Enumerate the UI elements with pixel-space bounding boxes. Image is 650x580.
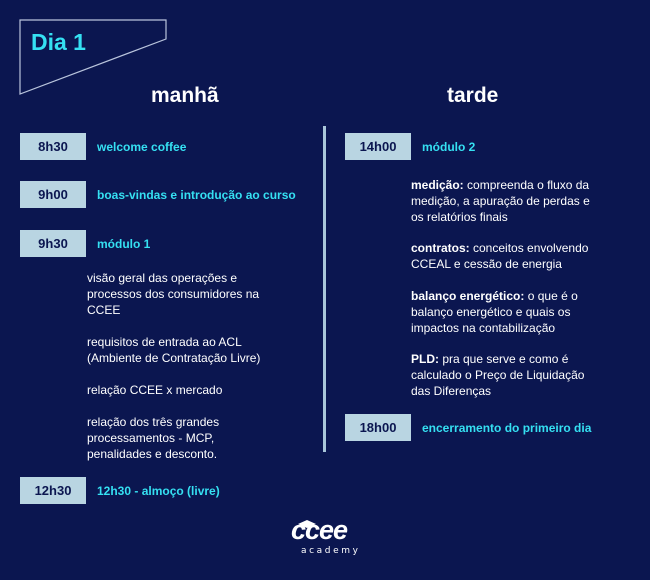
- morning-heading: manhã: [151, 84, 219, 107]
- logo-subtitle: academy: [301, 546, 361, 556]
- time-badge: 14h00: [345, 133, 411, 160]
- session-title: boas-vindas e introdução ao curso: [97, 188, 296, 202]
- time-badge: 12h30: [20, 477, 86, 504]
- module-topic: PLD: pra que serve e como é calculado o Preço de Liquidação das Diferenças: [411, 352, 585, 398]
- session-title: módulo 1: [97, 237, 151, 251]
- module-topic: visão geral das operações e processos dos consumidores na CCEE: [87, 271, 260, 317]
- session-title: 12h30 - almoço (livre): [97, 484, 220, 498]
- module-topic: medição: compreenda o fluxo da medição, a apuração de perdas e os relatórios finais: [411, 178, 590, 224]
- time-badge: 9h00: [20, 181, 86, 208]
- module-topic: relação CCEE x mercado: [87, 383, 223, 397]
- time-badge: 18h00: [345, 414, 411, 441]
- module-topic: balanço energético: o que é o balanço energético e quais os impactos na contabilização: [411, 289, 578, 335]
- column-divider: [323, 126, 326, 452]
- ccee-logo: ccee: [291, 515, 348, 545]
- day-title: Dia 1: [31, 29, 86, 55]
- module-topic: relação dos três grandes processamentos - MCP, penalidades e desconto.: [87, 415, 220, 461]
- session-title: encerramento do primeiro dia: [422, 421, 592, 435]
- module-topic: contratos: conceitos envolvendo CCEAL e cessão de energia: [411, 241, 589, 271]
- session-title: módulo 2: [422, 140, 476, 154]
- module-topic: requisitos de entrada ao ACL (Ambiente de Contratação Livre): [87, 335, 261, 365]
- time-badge: 9h30: [20, 230, 86, 257]
- time-badge: 8h30: [20, 133, 86, 160]
- session-title: welcome coffee: [97, 140, 187, 154]
- afternoon-heading: tarde: [447, 84, 499, 107]
